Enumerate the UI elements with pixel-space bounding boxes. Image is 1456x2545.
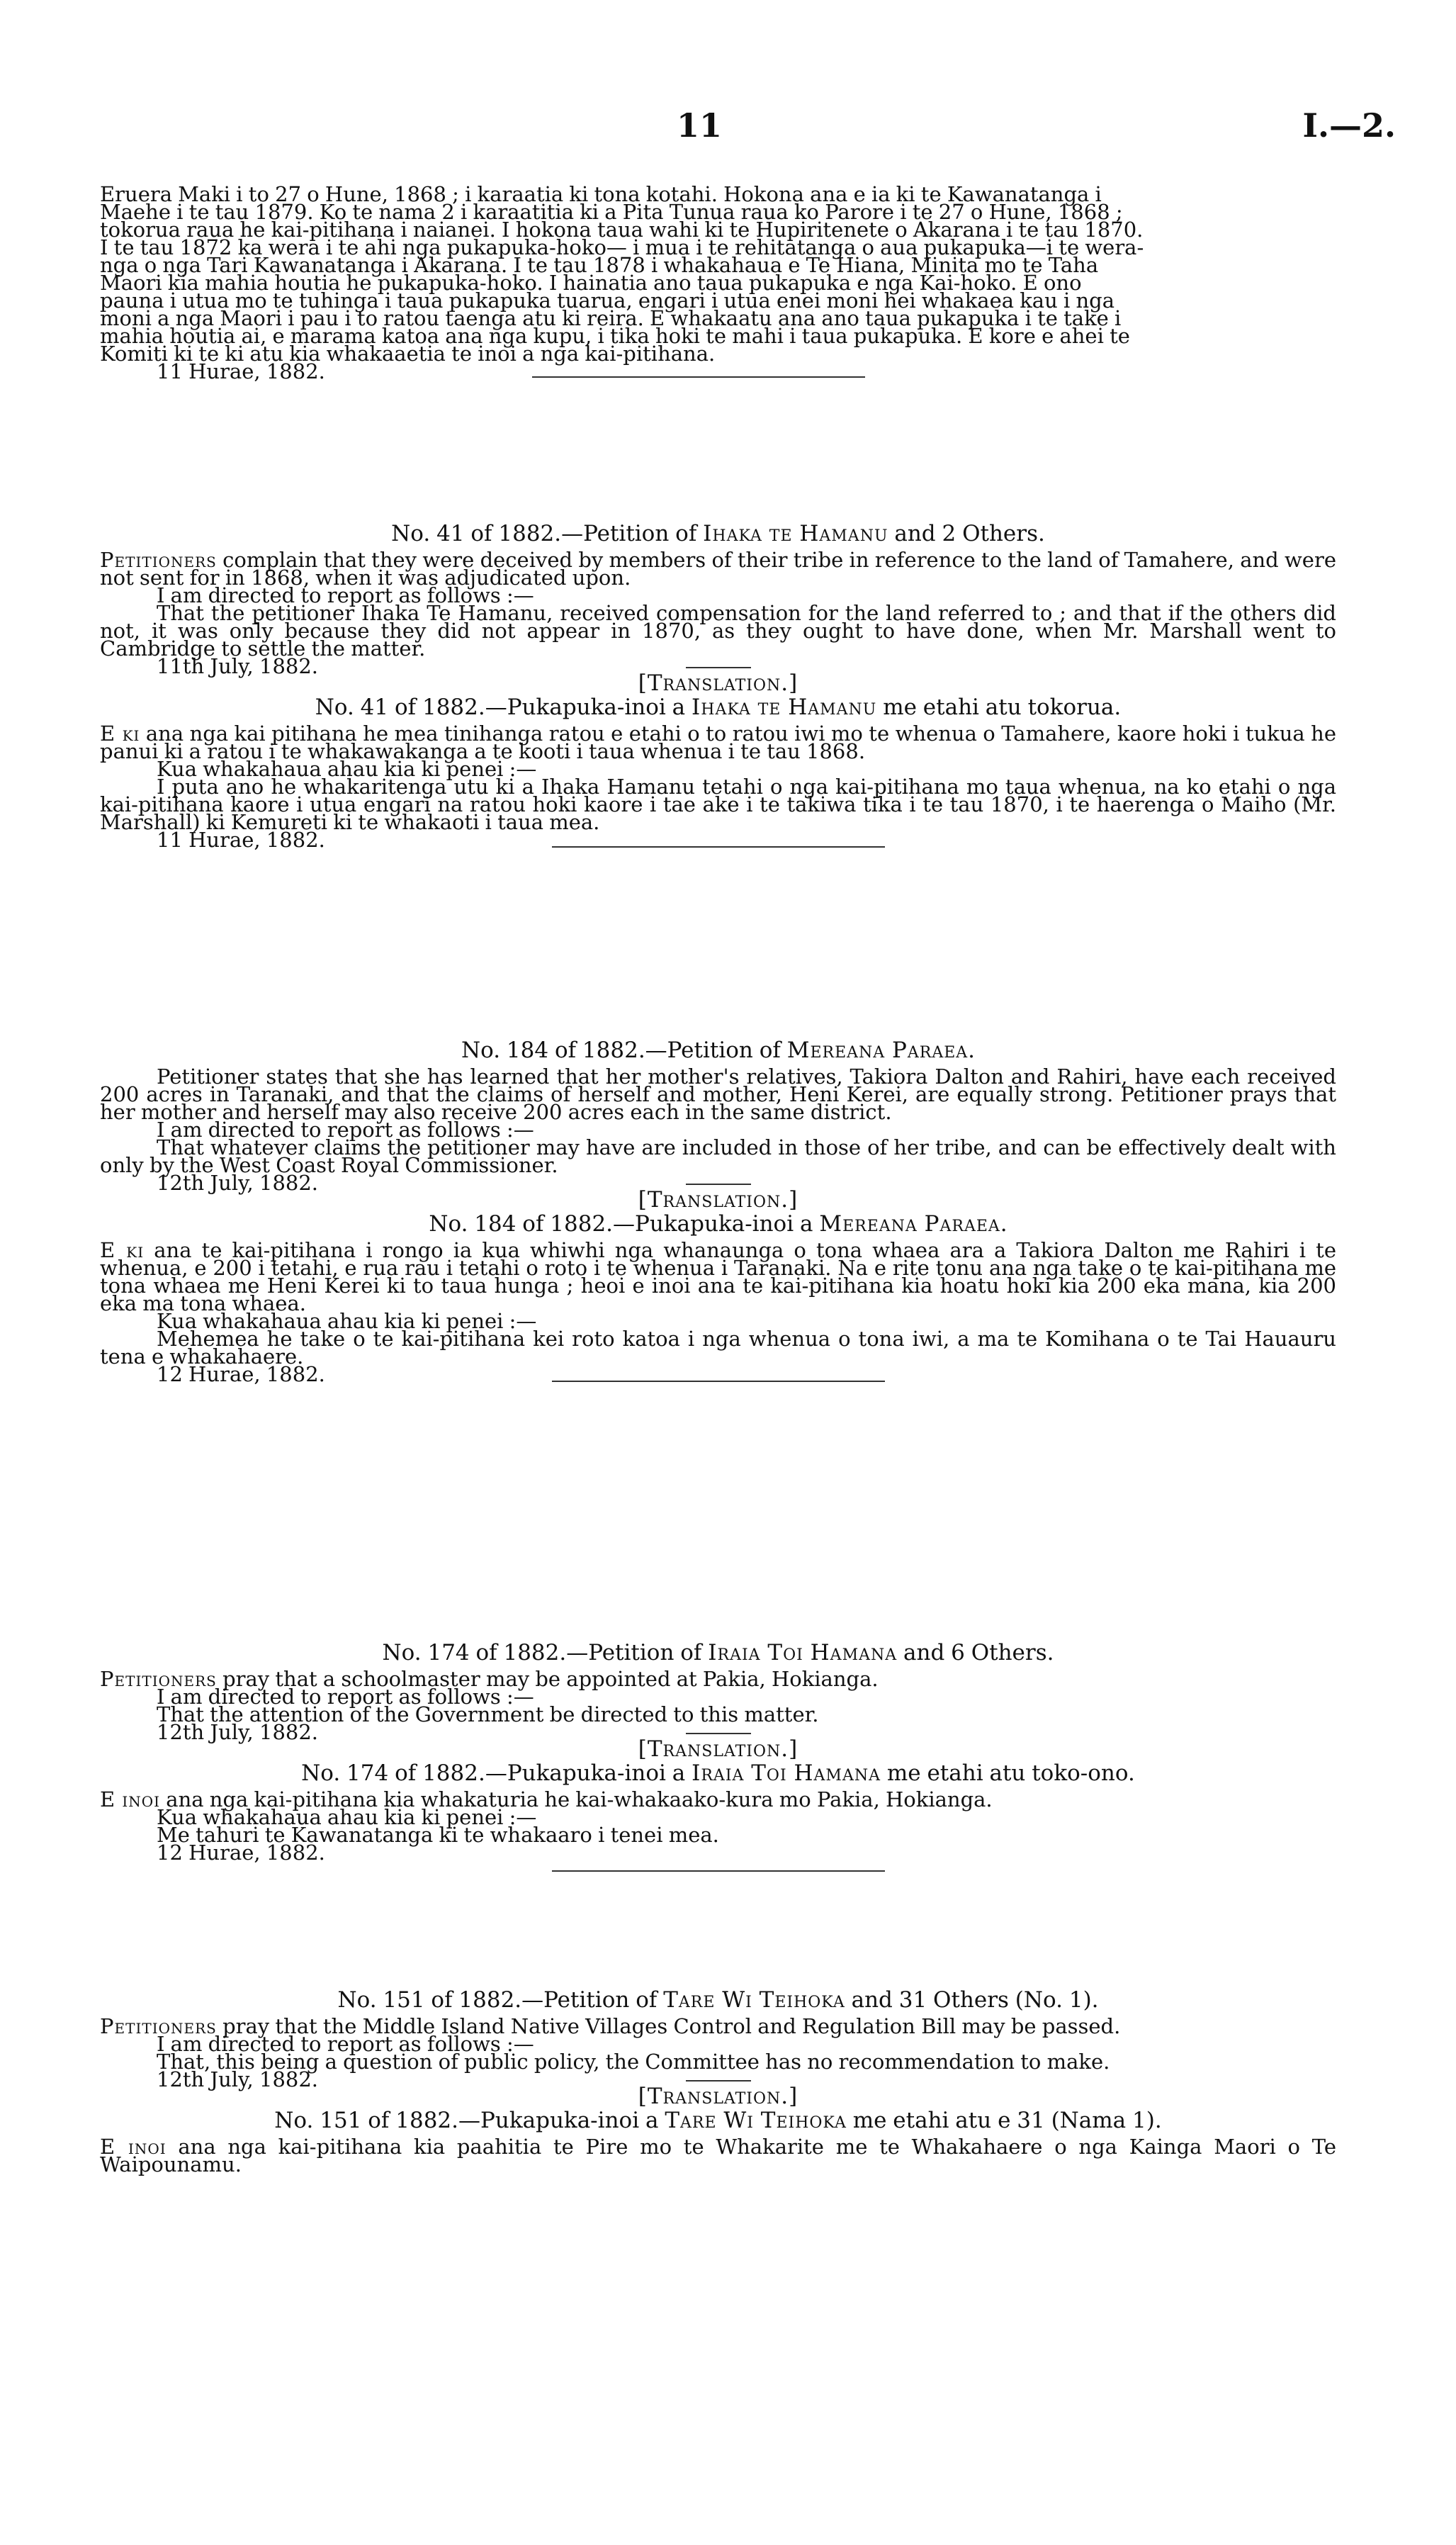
translation-directed: Kua whakahaua ahau kia ki penei :— bbox=[157, 1805, 537, 1829]
short-rule bbox=[686, 1184, 751, 1185]
section-divider bbox=[552, 846, 885, 848]
short-rule bbox=[686, 667, 751, 668]
translation-title bbox=[100, 695, 1336, 719]
translation-summary bbox=[100, 1238, 1336, 1315]
section-divider bbox=[552, 1870, 885, 1872]
title-suffix: and 6 Others. bbox=[897, 1640, 1054, 1665]
title-suffix: . bbox=[1000, 1211, 1008, 1237]
section-title bbox=[100, 522, 1336, 546]
page-header bbox=[0, 106, 1456, 149]
title-text: No. 151 of 1882.—Pukapuka-inoi a bbox=[274, 2108, 665, 2133]
directed-line: I am directed to report as follows :— bbox=[157, 2032, 534, 2056]
title-text: No. 41 of 1882.—Petition of bbox=[391, 521, 704, 546]
translation-label: [Translation.] bbox=[638, 1187, 798, 1213]
petitioner-name: Mereana Paraea bbox=[786, 1038, 969, 1063]
lead-word: E ki bbox=[100, 1238, 145, 1262]
section-divider bbox=[532, 376, 865, 378]
petitioner-name: Tare Wi Teihoka bbox=[663, 1987, 845, 2013]
petition-summary: Petitioner states that she has learned that her mother's relatives, Takiora Dalton and Rahiri, have each received 200 acres in Taranaki, and that the claims of herself and mother, Heni Kerei, are equally strong. Petitioner prays that her mother and herself may also receive 200 acres each in the same district. bbox=[100, 1064, 1336, 1124]
intro-line: Komiti ki te ki atu kia whakaaetia te inoi a nga kai-pitihana. bbox=[100, 342, 716, 366]
summary-text: ana nga kai-pitihana kia whakaturia he kai-whakaako-kura mo Pakia, Hokianga. bbox=[160, 1787, 993, 1811]
section-title bbox=[100, 1038, 1336, 1062]
title-suffix: me etahi atu e 31 (Nama 1). bbox=[846, 2108, 1162, 2133]
title-text: No. 174 of 1882.—Pukapuka-inoi a bbox=[301, 1760, 692, 1786]
title-suffix: and 2 Others. bbox=[888, 521, 1045, 546]
intro-line: Maehe i te tau 1879. Ko te nama 2 i karaatitia ki a Pita Tunua raua ko Parore i te 27 o Hune, 1868 ; bbox=[100, 200, 1123, 224]
section-title bbox=[100, 1641, 1336, 1665]
section-divider bbox=[552, 1381, 885, 1382]
translation-report: Me tahuri te Kawanatanga ki te whakaaro i tenei mea. bbox=[157, 1823, 719, 1847]
intro-line: Maori kia mahia houtia he pukapuka-hoko. I hainatia ano taua pukapuka e nga Kai-hoko. E ono bbox=[100, 271, 1082, 295]
translation-summary bbox=[100, 2135, 1336, 2176]
title-suffix: . bbox=[968, 1038, 976, 1063]
summary-text: complain that they were deceived by members of their tribe in reference to the land of Tamahere, and were not sent for in 1868, when it was adjudicated upon. bbox=[100, 548, 1336, 590]
short-rule bbox=[686, 1733, 751, 1734]
directed-line: I am directed to report as follows :— bbox=[157, 1118, 534, 1142]
petitioner-name: Mereana Paraea bbox=[819, 1211, 1000, 1237]
lead-word: Petitioners bbox=[100, 548, 217, 572]
lead-word: E ki bbox=[100, 721, 140, 746]
title-text: No. 41 of 1882.—Pukapuka-inoi a bbox=[315, 695, 692, 720]
short-rule bbox=[686, 2080, 751, 2081]
title-suffix: and 31 Others (No. 1). bbox=[845, 1987, 1099, 2013]
summary-text: pray that the Middle Island Native Villages Control and Regulation Bill may be passed. bbox=[216, 2014, 1121, 2038]
lead-word: Petitioners bbox=[100, 2014, 217, 2038]
petitioner-name: Iraia Toi Hamana bbox=[708, 1640, 898, 1665]
summary-text: pray that a schoolmaster may be appointed at Pakia, Hokianga. bbox=[216, 1667, 879, 1691]
report-date: 12th July, 1882. bbox=[157, 1171, 319, 1195]
intro-line: nga o nga Tari Kawanatanga i Akarana. I te tau 1878 i whakahaua e Te Hiana, Minita mo te Taha bbox=[100, 253, 1099, 277]
translation-directed: Kua whakahaua ahau kia ki penei :— bbox=[157, 1309, 537, 1333]
translation-title bbox=[100, 1761, 1336, 1785]
petition-section-151 bbox=[100, 1988, 1336, 2174]
lead-word: E inoi bbox=[100, 1787, 161, 1811]
report-text: That the attention of the Government be directed to this matter. bbox=[157, 1702, 819, 1726]
petition-summary bbox=[100, 548, 1336, 590]
translation-date: 11 Hurae, 1882. bbox=[157, 828, 325, 852]
summary-text: ana nga kai-pitihana kia paahitia te Pire mo te Whakarite me te Whakahaere o nga Kainga Maori o Te Waipounamu. bbox=[100, 2135, 1336, 2176]
translation-label: [Translation.] bbox=[638, 2084, 798, 2109]
petitioner-name: Tare Wi Teihoka bbox=[665, 2108, 847, 2133]
intro-line: mahia houtia ai, e marama katoa ana nga kupu, i tika hoki te mahi i taua pukapuka. E kore e ahei te bbox=[100, 324, 1130, 348]
title-suffix: me etahi atu toko-ono. bbox=[881, 1760, 1135, 1786]
document-reference: I.—2. bbox=[1302, 106, 1396, 145]
translation-report: I puta ano he whakaritenga utu ki a Ihaka Hamanu tetahi o nga kai-pitihana mo taua whenua, na ko etahi o nga kai-pitihana kaore i utua engari na ratou hoki kaore i tae ake i te takiwa tika i te tau 1870, i te haerenga o Maiho (Mr. Marshall) ki Kemureti ki te whakaoti i taua mea. bbox=[100, 775, 1336, 834]
translation-title bbox=[100, 2108, 1336, 2133]
summary-text: ana nga kai pitihana he mea tinihanga ratou e etahi o to ratou iwi mo te whenua o Tamahere, kaore hoki i tukua he panui ki a ratou i te whakawakanga a te kooti i taua whenua i te tau 1868. bbox=[100, 721, 1336, 763]
section-title bbox=[100, 1988, 1336, 2012]
intro-line: Eruera Maki i to 27 o Hune, 1868 ; i karaatia ki tona kotahi. Hokona ana e ia ki te Kawanatanga i bbox=[100, 182, 1102, 206]
report-date: 12th July, 1882. bbox=[157, 2067, 319, 2091]
title-text: No. 184 of 1882.—Pukapuka-inoi a bbox=[429, 1211, 820, 1237]
intro-line: moni a nga Maori i pau i to ratou taenga atu ki reira. E whakaatu ana ano taua pukapuka i te take i bbox=[100, 306, 1122, 330]
report-date: 11th July, 1882. bbox=[157, 654, 319, 678]
petitioner-name: Iraia Toi Hamana bbox=[692, 1760, 881, 1786]
petition-section-184 bbox=[100, 1038, 1336, 1386]
title-text: No. 151 of 1882.—Petition of bbox=[337, 1987, 664, 2013]
lead-word: E inoi bbox=[100, 2135, 167, 2159]
directed-line: I am directed to report as follows :— bbox=[157, 583, 534, 607]
translation-date: 12 Hurae, 1882. bbox=[157, 1362, 325, 1386]
page-number: 11 bbox=[677, 106, 723, 145]
lead-word: Petitioners bbox=[100, 1667, 217, 1691]
translation-title bbox=[100, 1212, 1336, 1236]
title-text: No. 184 of 1882.—Petition of bbox=[461, 1038, 787, 1063]
petition-section-41 bbox=[100, 521, 1336, 852]
title-suffix: me etahi atu tokorua. bbox=[876, 695, 1122, 720]
intro-paragraph bbox=[100, 182, 1336, 383]
report-date: 12th July, 1882. bbox=[157, 1720, 319, 1744]
petitioner-name: Ihaka te Hamanu bbox=[692, 695, 877, 720]
translation-label: [Translation.] bbox=[638, 670, 798, 696]
report-text: That whatever claims the petitioner may have are included in those of her tribe, and can be effectively dealt with only by the West Coast Royal Commissioner. bbox=[100, 1135, 1336, 1177]
translation-date: 12 Hurae, 1882. bbox=[157, 1841, 325, 1865]
intro-line: pauna i utua mo te tuhinga i taua pukapuka tuarua, engari i utua enei moni hei whakaea kau i nga bbox=[100, 288, 1115, 313]
report-text: That the petitioner Ihaka Te Hamanu, received compensation for the land referred to ; and that if the others did not, it was only because they did not appear in 1870, as they ought to have done, when Mr. Marshall went to Cambridge to settle the matter. bbox=[100, 601, 1336, 661]
intro-line: tokorua raua he kai-pitihana i naianei. I hokona taua wahi ki te Hupiritenete o Akarana i te tau 1870. bbox=[100, 218, 1144, 242]
summary-text: ana te kai-pitihana i rongo ia kua whiwhi nga whanaunga o tona whaea ara a Takiora Dalton me Rahiri i te whenua, e 200 i tetahi, e rua rau i tetahi o roto i te whenua i Taranaki. Na e rite tonu ana nga take o te kai-pitihana me tona whaea me Heni Kerei ki to taua hunga ; heoi e inoi ana te kai-pitihana kia hoatu hoki kia 200 eka mana, kia 200 eka ma tona whaea. bbox=[100, 1238, 1336, 1315]
directed-line: I am directed to report as follows :— bbox=[157, 1685, 534, 1709]
translation-report: Mehemea he take o te kai-pitihana kei roto katoa i nga whenua o tona iwi, a ma te Komihana o te Tai Hauauru tena e whakahaere. bbox=[100, 1327, 1336, 1369]
report-text: That, this being a question of public policy, the Committee has no recommendation to make. bbox=[157, 2050, 1110, 2074]
translation-summary bbox=[100, 721, 1336, 763]
translation-directed: Kua whakahaua ahau kia ki penei :— bbox=[157, 757, 537, 781]
translation-label: [Translation.] bbox=[638, 1736, 798, 1762]
intro-line: I te tau 1872 ka wera i te ahi nga pukapuka-hoko— i mua i te rehitatanga o aua pukapuka—i te wera- bbox=[100, 235, 1144, 259]
petition-section-174 bbox=[100, 1641, 1336, 1872]
title-text: No. 174 of 1882.—Petition of bbox=[382, 1640, 709, 1665]
petitioner-name: Ihaka te Hamanu bbox=[703, 521, 888, 546]
intro-date: 11 Hurae, 1882. bbox=[157, 359, 325, 383]
